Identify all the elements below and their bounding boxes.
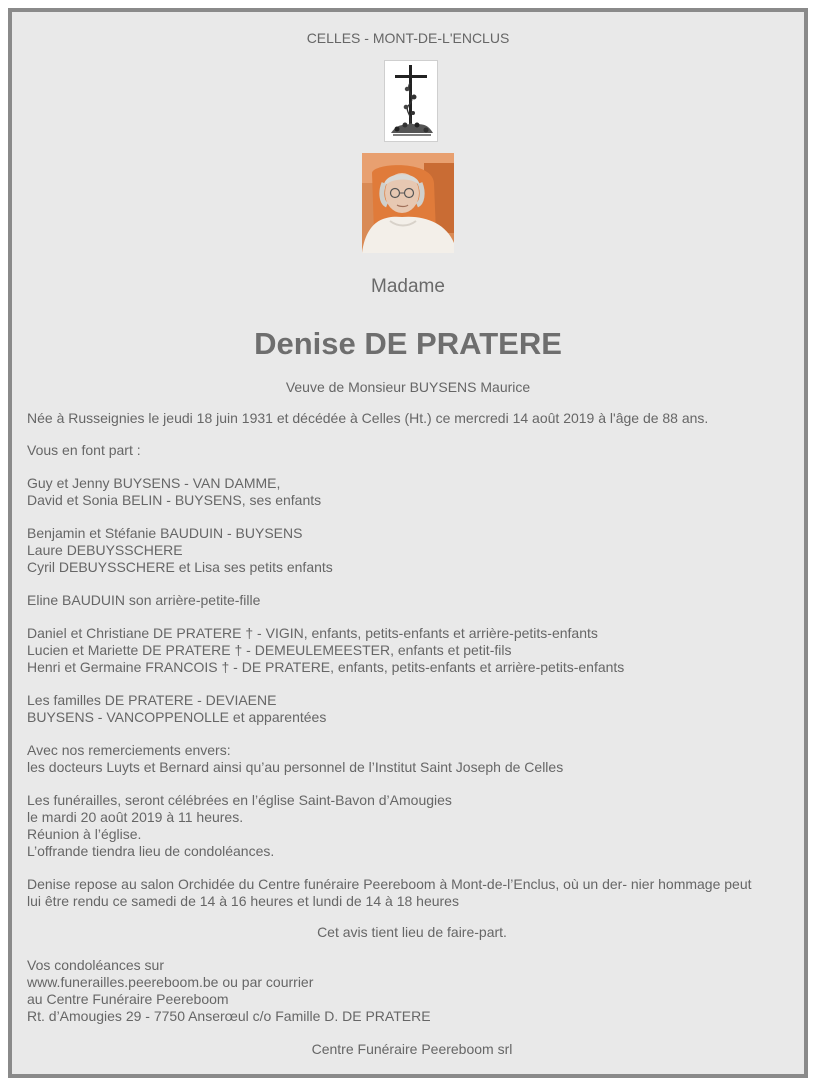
list-item: Avec nos remerciements envers: xyxy=(27,742,231,758)
list-item: Benjamin et Stéfanie BAUDUIN - BUYSENS xyxy=(27,525,303,541)
notice-line: Cet avis tient lieu de faire-part. xyxy=(317,924,507,940)
thanks-block xyxy=(27,742,797,776)
list-item: lui être rendu ce samedi de 14 à 16 heures et lundi de 14 à 18 heures xyxy=(27,893,459,909)
children-block xyxy=(27,475,797,509)
list-item: le mardi 20 août 2019 à 11 heures. xyxy=(27,809,244,825)
list-item: Guy et Jenny BUYSENS - VAN DAMME, xyxy=(27,475,281,491)
obituary-body xyxy=(27,410,797,1074)
list-item: Rt. d’Amougies 29 - 7750 Anserœul c/o Famille D. DE PRATERE xyxy=(27,1008,431,1024)
siblings-block xyxy=(27,625,797,676)
list-item: Henri et Germaine FRANCOIS † - DE PRATERE, enfants, petits-enfants et arrière-petits-enfants xyxy=(27,659,625,675)
list-item: L’offrande tiendra lieu de condoléances. xyxy=(27,843,275,859)
list-item: BUYSENS - VANCOPPENOLLE et apparentées xyxy=(27,709,327,725)
list-item: www.funerailles.peereboom.be ou par courrier xyxy=(27,974,314,990)
list-item: Les funérailles, seront célébrées en l’église Saint-Bavon d’Amougies xyxy=(27,792,452,808)
list-item: Denise repose au salon Orchidée du Centre funéraire Peereboom à Mont-de-l’Enclus, où un der- nier hommage peut xyxy=(27,876,752,892)
birth-death-line: Née à Russeignies le jeudi 18 juin 1931 et décédée à Celles (Ht.) ce mercredi 14 août 2019 à l'âge de 88 ans. xyxy=(27,410,709,426)
widow-line: Veuve de Monsieur BUYSENS Maurice xyxy=(285,379,531,395)
list-item: Daniel et Christiane DE PRATERE † - VIGIN, enfants, petits-enfants et arrière-petits-enfants xyxy=(27,625,598,641)
list-item: Les familles DE PRATERE - DEVIAENE xyxy=(27,692,277,708)
families-block xyxy=(27,692,797,726)
list-item: David et Sonia BELIN - BUYSENS, ses enfants xyxy=(27,492,322,508)
list-item: Lucien et Mariette DE PRATERE † - DEMEULEMEESTER, enfants et petit-fils xyxy=(27,642,512,658)
honorific: Madame xyxy=(371,276,445,297)
obituary-card xyxy=(8,8,808,1078)
great-grandchild-line: Eline BAUDUIN son arrière-petite-fille xyxy=(27,592,261,608)
funeral-block xyxy=(27,792,797,860)
deceased-name: Denise DE PRATERE xyxy=(254,326,562,361)
footer-line: Centre Funéraire Peereboom srl xyxy=(311,1041,513,1057)
list-item: au Centre Funéraire Peereboom xyxy=(27,991,229,1007)
list-item: Vos condoléances sur xyxy=(27,957,164,973)
announce-line: Vous en font part : xyxy=(27,442,141,458)
rest-block xyxy=(27,876,797,910)
grandchildren-block xyxy=(27,525,797,576)
list-item: les docteurs Luyts et Bernard ainsi qu’au personnel de l’Institut Saint Joseph de Celles xyxy=(27,759,564,775)
portrait-photo xyxy=(362,153,454,253)
list-item: Cyril DEBUYSSCHERE et Lisa ses petits enfants xyxy=(27,559,333,575)
cross-with-roses-icon xyxy=(384,60,438,142)
list-item: Laure DEBUYSSCHERE xyxy=(27,542,183,558)
place-header: CELLES - MONT-DE-L'ENCLUS xyxy=(306,30,510,46)
list-item: Réunion à l’église. xyxy=(27,826,142,842)
condolences-block xyxy=(27,957,797,1025)
